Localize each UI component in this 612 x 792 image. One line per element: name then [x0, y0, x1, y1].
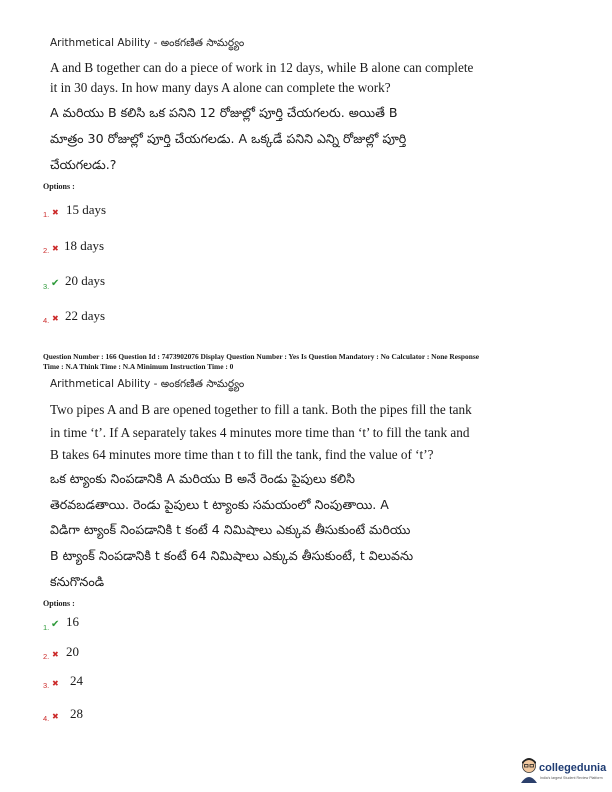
options-label: Options : — [43, 599, 75, 608]
question-text-te: మాత్రం 30 రోజుల్లో పూర్తి చేయగలడు. A ఒక్కడే పనిని ఎన్ని రోజుల్లో పూర్తి — [50, 131, 407, 146]
check-icon: ✔ — [51, 278, 60, 289]
option-text: 20 — [66, 644, 79, 659]
option-text: 18 days — [64, 238, 105, 253]
question-text-te: ఒక ట్యాంకు నింపడానికి A మరియు B అనే రెండు పైపులు కలిసి — [50, 471, 355, 486]
question-text-en: it in 30 days. In how many days A alone can complete the work? — [50, 80, 391, 95]
wrong-icon: ✖ — [52, 314, 59, 323]
option-number: 2. — [43, 652, 50, 661]
brand-name: collegedunia — [539, 762, 607, 774]
question-text-te: చేయగలడు.? — [50, 157, 117, 172]
student-avatar-icon — [519, 756, 539, 784]
question-text-en: A and B together can do a piece of work in 12 days, while B alone can complete — [50, 60, 474, 75]
wrong-icon: ✖ — [52, 712, 59, 721]
question-text-te: కనుగొనండి — [50, 574, 105, 589]
collegedunia-logo — [519, 756, 611, 786]
question-meta-line: Question Number : 166 Question Id : 7473902076 Display Question Number : Yes Is Question Mandatory : No Calculator : None Response — [43, 352, 479, 361]
option-text: 15 days — [66, 202, 107, 217]
question-text-te: B ట్యాంక్ నింపడానికి t కంటే 64 నిమిషాలు ఎక్కువ తీసుకుంటే, t విలువను — [50, 548, 414, 563]
wrong-icon: ✖ — [52, 208, 59, 217]
options-label: Options : — [43, 182, 75, 191]
question-text-en: Two pipes A and B are opened together to fill a tank. Both the pipes fill the tank — [50, 402, 472, 417]
option-number: 2. — [43, 246, 50, 255]
option-number: 4. — [43, 316, 50, 325]
option-text: 16 — [66, 614, 79, 629]
option-number: 3. — [43, 681, 50, 690]
question-text-te: విడిగా ట్యాంక్ నింపడానికి t కంటే 4 నిమిషాలు ఎక్కువ తీసుకుంటే మరియు — [50, 522, 411, 537]
option-text: 22 days — [65, 308, 106, 323]
question-text-te: తెరవబడతాయి. రెండు పైపులు t ట్యాంకు సమయంలో నింపుతాయి. A — [50, 497, 389, 512]
question-text-en: in time ‘t’. If A separately takes 4 minutes more time than ‘t’ to fill the tank and — [50, 425, 470, 440]
question-meta — [43, 352, 571, 372]
wrong-icon: ✖ — [52, 679, 59, 688]
section-label: Arithmetical Ability - అంకగణిత సామర్థ్యం — [50, 378, 245, 390]
check-icon: ✔ — [51, 619, 60, 630]
question-text-en: B takes 64 minutes more time than t to fill the tank, find the value of ‘t’? — [50, 447, 434, 462]
question-meta-line: Time : N.A Think Time : N.A Minimum Instruction Time : 0 — [43, 362, 234, 371]
question-text-te: A మరియు B కలిసి ఒక పనిని 12 రోజుల్లో పూర్తి చేయగలరు. అయితే B — [50, 105, 398, 120]
option-number: 1. — [43, 623, 50, 632]
option-number: 4. — [43, 714, 50, 723]
option-number: 3. — [43, 282, 50, 291]
section-label: Arithmetical Ability - అంకగణిత సామర్థ్యం — [50, 37, 245, 49]
wrong-icon: ✖ — [52, 650, 59, 659]
option-text: 20 days — [65, 273, 106, 288]
wrong-icon: ✖ — [52, 244, 59, 253]
option-number: 1. — [43, 210, 50, 219]
option-text: 28 — [70, 706, 83, 721]
option-text: 24 — [70, 673, 83, 688]
brand-tagline: India's largest Student Review Platform — [540, 776, 603, 780]
